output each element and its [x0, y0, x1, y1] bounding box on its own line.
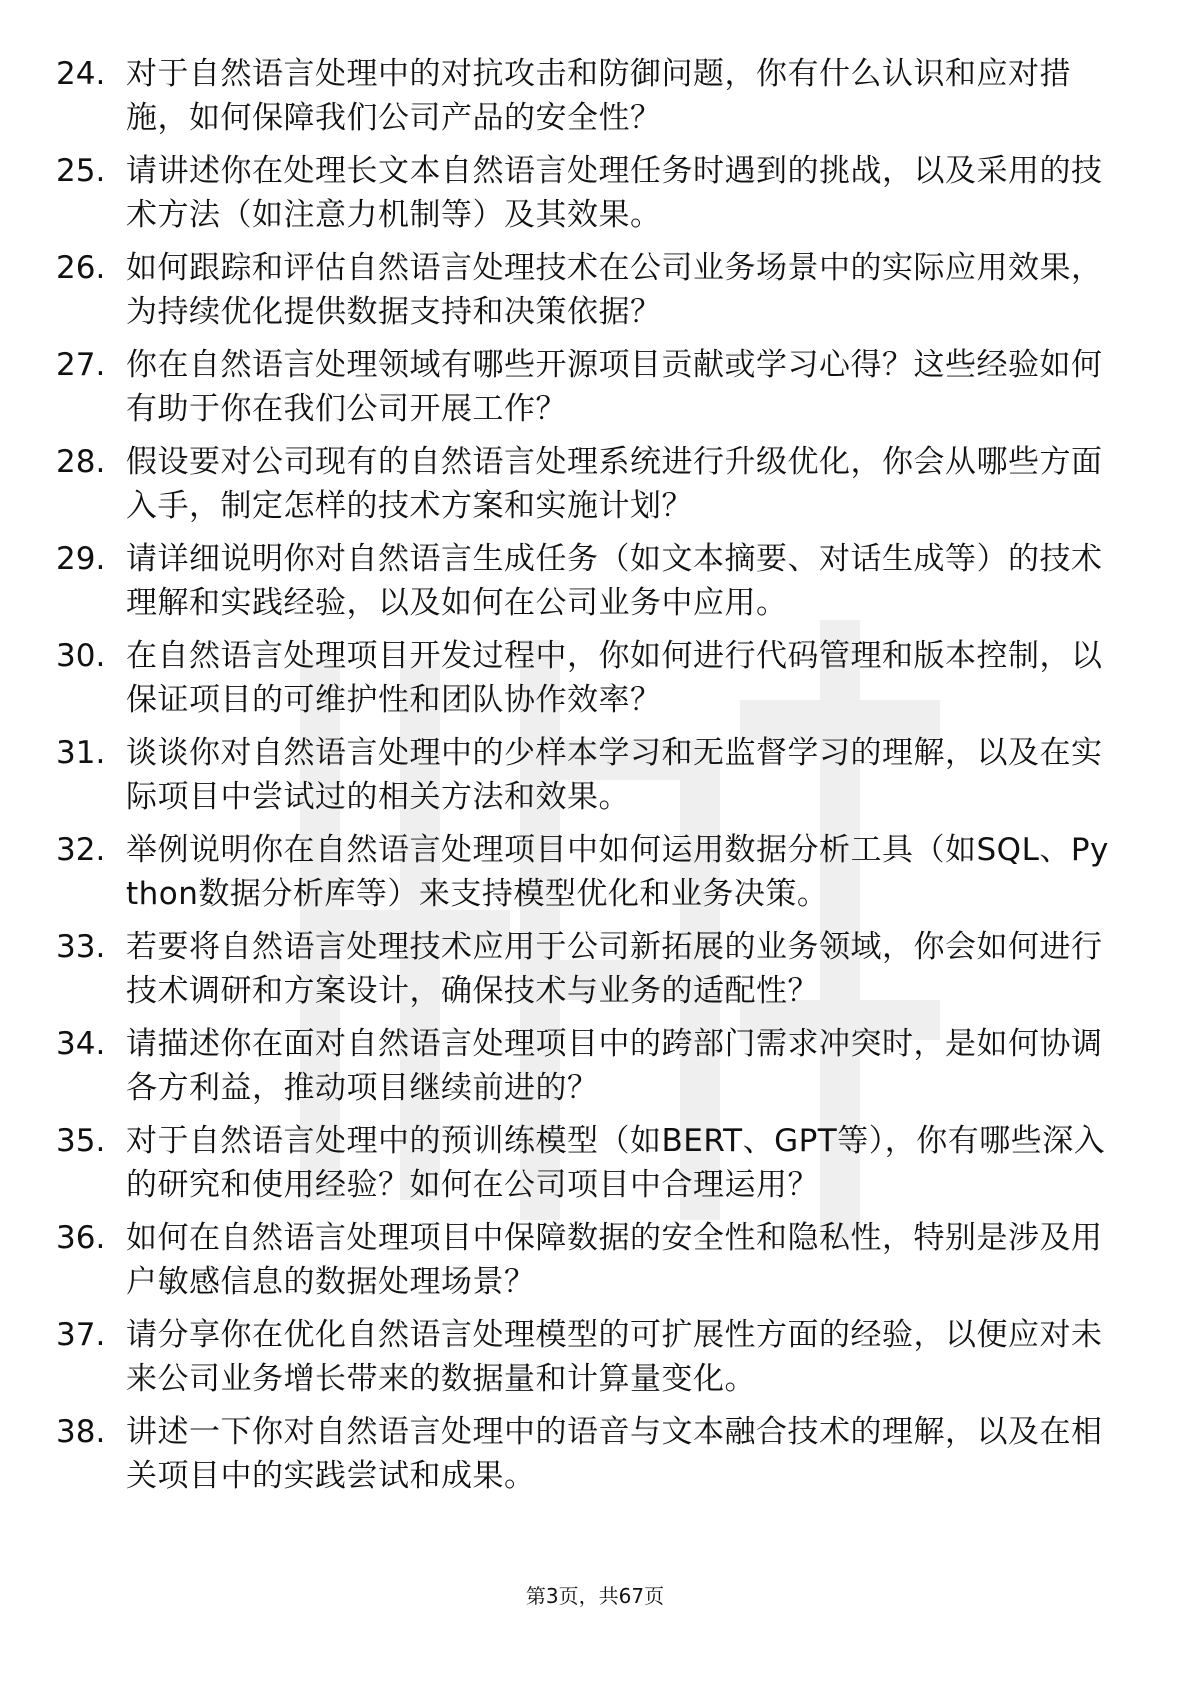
question-item	[0, 537, 1190, 629]
question-number: 33.	[56, 929, 106, 965]
question-number: 37.	[56, 1317, 106, 1353]
question-number: 24.	[56, 56, 106, 92]
question-item	[0, 440, 1190, 532]
question-number: 30.	[56, 638, 106, 674]
question-item	[0, 1022, 1190, 1114]
question-text: 请描述你在面对自然语言处理项目中的跨部门需求冲突时，是如何协调各方利益，推动项目继续前进的？	[126, 1026, 1103, 1106]
question-text: 请详细说明你对自然语言生成任务（如文本摘要、对话生成等）的技术理解和实践经验，以及如何在公司业务中应用。	[126, 541, 1103, 621]
question-text: 请讲述你在处理长文本自然语言处理任务时遇到的挑战，以及采用的技术方法（如注意力机制等）及其效果。	[126, 153, 1103, 233]
question-text: 谈谈你对自然语言处理中的少样本学习和无监督学习的理解，以及在实际项目中尝试过的相关方法和效果。	[126, 735, 1103, 815]
question-text: 请分享你在优化自然语言处理模型的可扩展性方面的经验，以便应对未来公司业务增长带来的数据量和计算量变化。	[126, 1317, 1103, 1397]
question-text: 对于自然语言处理中的预训练模型（如BERT、GPT等），你有哪些深入的研究和使用经验？如何在公司项目中合理运用？	[126, 1123, 1106, 1203]
question-text: 举例说明你在自然语言处理项目中如何运用数据分析工具（如SQL、Python数据分析库等）来支持模型优化和业务决策。	[126, 832, 1109, 912]
question-text: 如何跟踪和评估自然语言处理技术在公司业务场景中的实际应用效果，为持续优化提供数据支持和决策依据？	[126, 250, 1103, 330]
question-number: 35.	[56, 1123, 106, 1159]
question-number: 27.	[56, 347, 106, 383]
question-text: 如何在自然语言处理项目中保障数据的安全性和隐私性，特别是涉及用户敏感信息的数据处理场景？	[126, 1220, 1103, 1300]
question-number: 31.	[56, 735, 106, 771]
question-number: 38.	[56, 1414, 106, 1450]
question-number: 29.	[56, 541, 106, 577]
question-item	[0, 634, 1190, 726]
question-item	[0, 1119, 1190, 1211]
question-number: 26.	[56, 250, 106, 286]
question-item	[0, 828, 1190, 920]
question-item	[0, 246, 1190, 338]
question-item	[0, 1410, 1190, 1502]
question-text: 若要将自然语言处理技术应用于公司新拓展的业务领域，你会如何进行技术调研和方案设计，确保技术与业务的适配性？	[126, 929, 1103, 1009]
question-text: 你在自然语言处理领域有哪些开源项目贡献或学习心得？这些经验如何有助于你在我们公司开展工作？	[126, 347, 1103, 427]
question-text: 在自然语言处理项目开发过程中，你如何进行代码管理和版本控制，以保证项目的可维护性和团队协作效率？	[126, 638, 1103, 718]
question-item	[0, 149, 1190, 241]
question-text: 讲述一下你对自然语言处理中的语音与文本融合技术的理解，以及在相关项目中的实践尝试和成果。	[126, 1414, 1103, 1494]
question-item	[0, 1313, 1190, 1405]
question-text: 假设要对公司现有的自然语言处理系统进行升级优化，你会从哪些方面入手，制定怎样的技术方案和实施计划？	[126, 444, 1103, 524]
question-item	[0, 925, 1190, 1017]
page-number-footer: 第3页，共67页	[525, 1584, 665, 1608]
question-number: 32.	[56, 832, 106, 868]
question-item	[0, 52, 1190, 144]
question-item	[0, 731, 1190, 823]
question-number: 36.	[56, 1220, 106, 1256]
question-item	[0, 343, 1190, 435]
question-number: 28.	[56, 444, 106, 480]
question-item	[0, 1216, 1190, 1308]
question-number: 25.	[56, 153, 106, 189]
question-number: 34.	[56, 1026, 106, 1062]
question-text: 对于自然语言处理中的对抗攻击和防御问题，你有什么认识和应对措施，如何保障我们公司产品的安全性？	[126, 56, 1071, 136]
